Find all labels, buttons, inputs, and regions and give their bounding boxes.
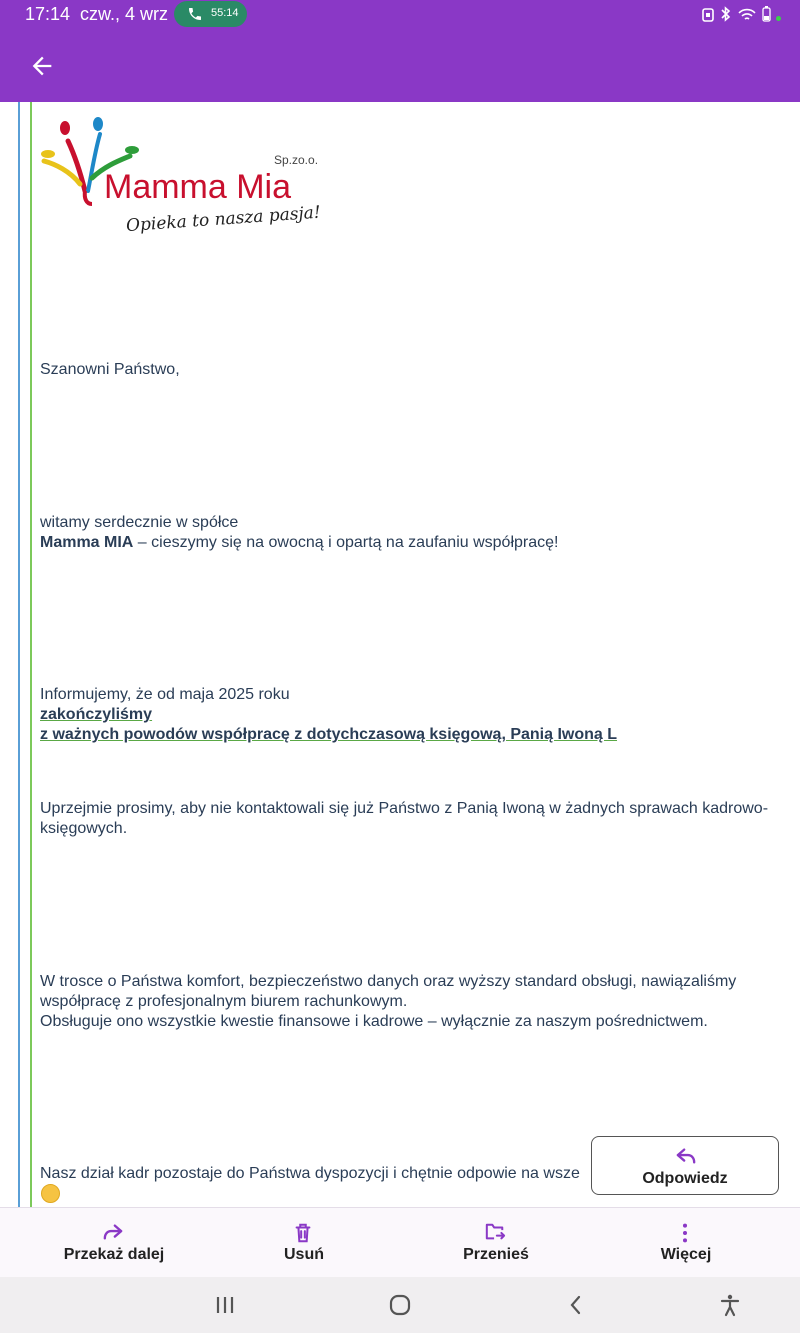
chevron-left-icon: [564, 1293, 588, 1317]
bluetooth-icon: [720, 6, 732, 27]
welcome-line-2-rest: – cieszymy się na owocną i opartą na zaufaniu współpracę!: [133, 534, 559, 551]
accessibility-button[interactable]: [718, 1293, 742, 1317]
info-line: Informujemy, że od maja 2025 roku: [40, 686, 290, 703]
reply-label: Odpowiedz: [642, 1170, 728, 1187]
move-folder-icon: [484, 1222, 506, 1242]
forward-label: Przekaż dalej: [63, 1246, 165, 1263]
welcome-line-2: [40, 533, 558, 553]
delete-label: Usuń: [284, 1246, 324, 1263]
comfort-line-1: W trosce o Państwa komfort, bezpieczeństwo danych oraz wyższy standard obsługi, nawiązaliśmy: [40, 973, 737, 990]
hr-line: Nasz dział kadr pozostaje do Państwa dyspozycji i chętnie odpowie na wsze: [40, 1165, 580, 1182]
reply-icon: [675, 1146, 697, 1166]
welcome-line-1: witamy serdecznie w spółce: [40, 514, 239, 531]
status-bar: [0, 0, 800, 30]
system-back-button[interactable]: [564, 1293, 588, 1317]
dnd-icon: [702, 6, 714, 27]
battery-icon: [762, 6, 771, 27]
forward-icon: [102, 1222, 124, 1242]
back-button[interactable]: [28, 52, 56, 80]
call-duration: 55:14: [211, 7, 239, 19]
status-icons: [702, 6, 782, 24]
request-line-2: księgowych.: [40, 820, 128, 837]
trash-icon: [292, 1222, 314, 1244]
info-link-2[interactable]: z ważnych powodów współpracę z dotychczasową księgową, Panią Iwoną L: [40, 726, 618, 743]
company-logo: [40, 116, 340, 236]
reply-button[interactable]: [591, 1136, 779, 1195]
logo-tagline: Opieka to nasza pasja!: [125, 202, 322, 236]
home-button[interactable]: [388, 1293, 412, 1317]
comfort-line-2: współpracę z profesjonalnym biurem rachunkowym.: [40, 993, 408, 1010]
home-icon: [388, 1293, 412, 1317]
move-label: Przenieś: [463, 1246, 529, 1263]
more-button[interactable]: [586, 1208, 786, 1278]
logo-brand: Mamma Mia: [104, 168, 292, 206]
ongoing-call-chip[interactable]: [174, 1, 247, 27]
request-line-1: Uprzejmie prosimy, aby nie kontaktowali się już Państwo z Panią Iwoną w żadnych sprawach kadrowo-: [40, 800, 769, 817]
info-link-1[interactable]: zakończyliśmy: [40, 706, 153, 723]
welcome-company: Mamma MIA: [40, 534, 134, 551]
notification-dot-icon: [776, 16, 781, 21]
wifi-icon: [738, 6, 756, 27]
greeting: Szanowni Państwo,: [40, 361, 180, 378]
system-nav-bar: [0, 1277, 800, 1333]
recent-apps-icon: [213, 1293, 237, 1317]
comfort-line-3: Obsługuje ono wszystkie kwestie finansowe i kadrowe – wyłącznie za naszym pośrednictwem.: [40, 1013, 708, 1030]
app-bar: [0, 30, 800, 102]
more-vertical-icon: [674, 1222, 696, 1244]
quote-bar-outer: [18, 102, 20, 1207]
recent-apps-button[interactable]: [213, 1293, 237, 1317]
arrow-left-icon: [28, 52, 56, 80]
smiley-emoji-icon: [41, 1184, 60, 1203]
logo-suffix: Sp.zo.o.: [274, 153, 319, 167]
forward-button[interactable]: [14, 1208, 214, 1278]
accessibility-icon: [718, 1293, 742, 1317]
quote-bar-inner: [30, 102, 32, 1207]
more-label: Więcej: [660, 1246, 712, 1263]
status-date: czw., 4 wrz: [80, 4, 169, 24]
delete-button[interactable]: [204, 1208, 404, 1278]
email-body[interactable]: [0, 102, 800, 1207]
bottom-action-bar: [0, 1207, 800, 1278]
move-button[interactable]: [396, 1208, 596, 1278]
phone-icon: [187, 6, 203, 22]
status-time: 17:14: [25, 4, 71, 24]
